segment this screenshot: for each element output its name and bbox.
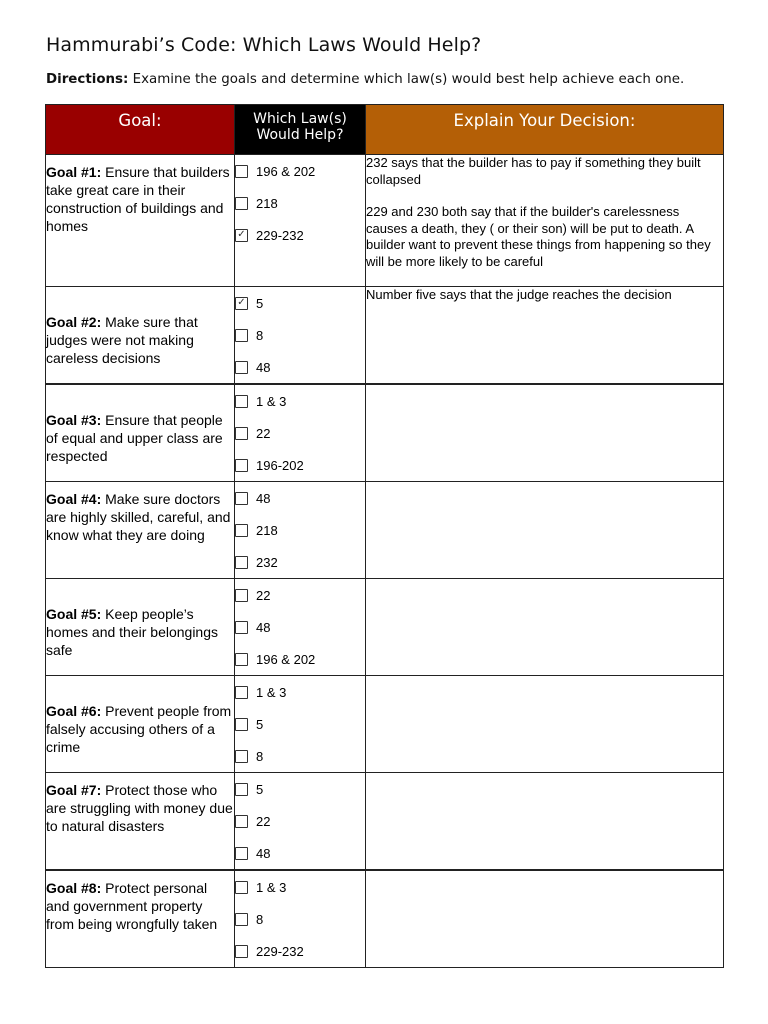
law-option-label: 48 xyxy=(256,359,271,375)
header-law-line2: Would Help? xyxy=(256,127,344,143)
checkbox[interactable] xyxy=(235,329,248,342)
law-option[interactable] xyxy=(235,871,365,903)
directions-text: Examine the goals and determine which law(s) would best help achieve each one. xyxy=(132,72,685,87)
law-option[interactable] xyxy=(235,579,365,611)
goal-cell xyxy=(46,773,235,871)
checkbox[interactable] xyxy=(235,361,248,374)
goal-cell xyxy=(46,384,235,482)
law-option[interactable] xyxy=(235,514,365,546)
checkbox[interactable] xyxy=(235,653,248,666)
law-option-label: 232 xyxy=(256,554,278,570)
table-row xyxy=(46,870,724,968)
explanation-cell[interactable] xyxy=(366,384,724,482)
goal-cell xyxy=(46,579,235,676)
law-options-cell xyxy=(235,870,366,968)
header-explain: Explain Your Decision: xyxy=(366,105,724,155)
explanation-paragraph: Number five says that the judge reaches the decision xyxy=(366,287,672,302)
table-row xyxy=(46,287,724,385)
header-goal: Goal: xyxy=(46,105,235,155)
explanation-cell[interactable] xyxy=(366,482,724,579)
goal-label: Goal #3: xyxy=(46,412,102,428)
checkbox[interactable] xyxy=(235,718,248,731)
law-option-label: 48 xyxy=(256,845,271,861)
law-options-cell xyxy=(235,676,366,773)
explanation-cell[interactable] xyxy=(366,579,724,676)
goal-label: Goal #8: xyxy=(46,880,102,896)
explanation-cell[interactable] xyxy=(366,287,724,385)
explanation-cell[interactable] xyxy=(366,870,724,968)
law-option-label: 5 xyxy=(256,716,264,732)
law-option-label: 229-232 xyxy=(256,943,304,959)
explanation-cell[interactable] xyxy=(366,676,724,773)
table-row xyxy=(46,676,724,773)
checkbox[interactable] xyxy=(235,815,248,828)
goal-description: Protect personal and government property from being wrongfully taken xyxy=(46,880,218,932)
law-option-label: 22 xyxy=(256,813,271,829)
goal-text xyxy=(46,871,234,933)
directions xyxy=(46,72,684,87)
goal-cell xyxy=(46,287,235,385)
law-option[interactable] xyxy=(235,740,365,772)
checkbox[interactable] xyxy=(235,945,248,958)
law-option-label: 8 xyxy=(256,748,264,764)
law-option-label: 196-202 xyxy=(256,457,304,473)
checkbox[interactable] xyxy=(235,395,248,408)
table-row xyxy=(46,155,724,287)
goal-label: Goal #5: xyxy=(46,606,102,622)
checkbox[interactable] xyxy=(235,847,248,860)
law-option-label: 1 & 3 xyxy=(256,393,287,409)
checkbox[interactable] xyxy=(235,750,248,763)
law-options-cell xyxy=(235,287,366,385)
explanation-cell[interactable] xyxy=(366,155,724,287)
checkbox[interactable] xyxy=(235,686,248,699)
law-option-label: 22 xyxy=(256,587,271,603)
table-row xyxy=(46,482,724,579)
law-options-cell xyxy=(235,773,366,871)
law-option[interactable] xyxy=(235,611,365,643)
law-option[interactable] xyxy=(235,155,365,187)
goal-text xyxy=(46,287,234,367)
table-row xyxy=(46,773,724,871)
law-option-label: 48 xyxy=(256,619,271,635)
law-option[interactable] xyxy=(235,385,365,417)
checkbox[interactable] xyxy=(235,427,248,440)
checkbox[interactable] xyxy=(235,556,248,569)
goal-text xyxy=(46,773,234,835)
law-option-label: 1 & 3 xyxy=(256,684,287,700)
law-option-label: 229-232 xyxy=(256,227,304,243)
law-option[interactable] xyxy=(235,805,365,837)
checkbox[interactable] xyxy=(235,492,248,505)
law-option[interactable] xyxy=(235,351,365,383)
checkbox[interactable] xyxy=(235,621,248,634)
goal-text xyxy=(46,385,234,465)
goal-label: Goal #1: xyxy=(46,164,102,180)
goal-description: Protect those who are struggling with money due to natural disasters xyxy=(46,782,233,834)
table-row xyxy=(46,579,724,676)
law-option[interactable] xyxy=(235,449,365,481)
law-option[interactable] xyxy=(235,546,365,578)
law-option-label: 218 xyxy=(256,195,278,211)
law-option-label: 8 xyxy=(256,911,264,927)
law-option-label: 196 & 202 xyxy=(256,163,316,179)
law-option[interactable] xyxy=(235,187,365,219)
header-law-line1: Which Law(s) xyxy=(253,111,347,127)
explanation-paragraph: 232 says that the builder has to pay if something they built collapsed xyxy=(366,155,701,187)
checkbox[interactable] xyxy=(235,783,248,796)
checked-checkbox[interactable]: ✓ xyxy=(235,229,248,242)
law-option[interactable] xyxy=(235,676,365,708)
goal-text xyxy=(46,676,234,756)
checkbox[interactable] xyxy=(235,881,248,894)
explanation-cell[interactable] xyxy=(366,773,724,871)
checkbox[interactable] xyxy=(235,165,248,178)
law-options-cell xyxy=(235,155,366,287)
directions-label: Directions: xyxy=(46,72,129,87)
checkbox[interactable] xyxy=(235,197,248,210)
goal-cell xyxy=(46,482,235,579)
law-options-cell xyxy=(235,579,366,676)
checkbox[interactable] xyxy=(235,459,248,472)
goal-description: Keep people’s homes and their belongings safe xyxy=(46,606,219,658)
law-options-cell xyxy=(235,482,366,579)
law-option[interactable] xyxy=(235,219,365,251)
goal-label: Goal #4: xyxy=(46,491,102,507)
goals-table xyxy=(45,104,724,968)
law-option-label: 218 xyxy=(256,522,278,538)
law-option[interactable] xyxy=(235,708,365,740)
page-title: Hammurabi’s Code: Which Laws Would Help? xyxy=(46,34,482,56)
checkbox[interactable] xyxy=(235,589,248,602)
goal-description: Ensure that builders take great care in their construction of buildings and homes xyxy=(46,164,230,234)
goal-description: Make sure doctors are highly skilled, careful, and know what they are doing xyxy=(46,491,231,543)
law-option-label: 5 xyxy=(256,295,264,311)
law-option[interactable] xyxy=(235,837,365,869)
goal-text xyxy=(46,482,234,544)
goal-cell xyxy=(46,155,235,287)
checked-checkbox[interactable]: ✓ xyxy=(235,297,248,310)
goal-label: Goal #6: xyxy=(46,703,102,719)
law-option-label: 8 xyxy=(256,327,264,343)
goal-cell xyxy=(46,676,235,773)
explanation-paragraph: 229 and 230 both say that if the builder's carelessness causes a death, they ( or their son) will be put to death. A builder want to prevent these things from happening so they will be more likely to be careful xyxy=(366,204,711,269)
goal-cell xyxy=(46,870,235,968)
law-option-label: 1 & 3 xyxy=(256,879,287,895)
law-option-label: 48 xyxy=(256,490,271,506)
goal-label: Goal #7: xyxy=(46,782,102,798)
checkbox[interactable] xyxy=(235,524,248,537)
goal-text xyxy=(46,155,234,235)
goal-description: Make sure that judges were not making careless decisions xyxy=(46,314,198,366)
table-row xyxy=(46,384,724,482)
law-option[interactable] xyxy=(235,482,365,514)
law-options-cell xyxy=(235,384,366,482)
goal-label: Goal #2: xyxy=(46,314,102,330)
law-option[interactable] xyxy=(235,773,365,805)
law-option-label: 196 & 202 xyxy=(256,651,316,667)
law-option[interactable] xyxy=(235,417,365,449)
law-option-label: 5 xyxy=(256,781,264,797)
goal-description: Ensure that people of equal and upper class are respected xyxy=(46,412,223,464)
goal-description: Prevent people from falsely accusing others of a crime xyxy=(46,703,232,755)
law-option[interactable] xyxy=(235,287,365,319)
header-law xyxy=(235,105,366,155)
law-option[interactable] xyxy=(235,903,365,935)
law-option-label: 22 xyxy=(256,425,271,441)
law-option[interactable] xyxy=(235,319,365,351)
law-option[interactable] xyxy=(235,935,365,967)
checkbox[interactable] xyxy=(235,913,248,926)
goal-text xyxy=(46,579,234,659)
law-option[interactable] xyxy=(235,643,365,675)
